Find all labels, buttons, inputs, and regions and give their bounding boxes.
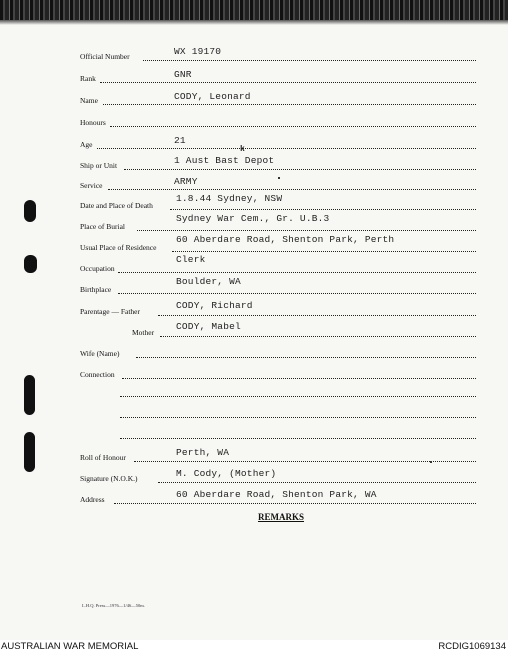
value-official-number: WX 19170 [174,46,222,57]
label-connection: Connection [80,370,115,379]
dotted-line [160,336,476,337]
label-father: Parentage — Father [80,307,140,316]
label-usual-residence: Usual Place of Residence [80,243,157,252]
dotted-line [103,104,476,105]
dotted-line [97,148,476,149]
label-name: Name [80,96,98,105]
dotted-line [122,378,476,379]
label-rank: Rank [80,74,96,83]
punch-hole [24,200,36,222]
ink-mark [278,177,280,179]
label-signature-nok: Signature (N.O.K.) [80,474,138,483]
label-mother: Mother [132,328,155,337]
label-age: Age [80,140,93,149]
dotted-line [114,503,476,504]
dotted-line [158,315,476,316]
label-wife: Wife (Name) [80,349,120,358]
printer-imprint: L.H.Q. Press—1976—1/46—50m. [82,603,145,608]
label-ship-or-unit: Ship or Unit [80,161,118,170]
dotted-line [100,82,476,83]
dotted-line [118,293,476,294]
punch-hole [24,375,35,415]
correction-mark: k [240,145,246,154]
value-place-of-burial: Sydney War Cem., Gr. U.B.3 [176,213,330,224]
dotted-line [120,438,476,439]
label-birthplace: Birthplace [80,285,112,294]
value-address: 60 Aberdare Road, Shenton Park, WA [176,489,377,500]
value-rank: GNR [174,69,192,80]
dotted-line [120,417,476,418]
label-address: Address [80,495,105,504]
dotted-line [137,230,476,231]
dotted-line [158,482,476,483]
punch-hole [24,432,35,472]
dotted-line [110,126,476,127]
value-service: ARMY [174,176,198,187]
value-occupation: Clerk [176,254,206,265]
dotted-line [124,169,476,170]
archive-footer [0,640,508,654]
dotted-line [120,396,476,397]
dotted-line [118,272,476,273]
value-ship-or-unit: 1 Aust Bast Depot [174,155,275,166]
footer-record-id: RCDIG1069134 [438,641,506,652]
value-date-place-of-death: 1.8.44 Sydney, NSW [176,193,283,204]
footer-institution: AUSTRALIAN WAR MEMORIAL [1,641,139,652]
dotted-line [134,461,476,462]
value-mother: CODY, Mabel [176,321,241,332]
value-name: CODY, Leonard [174,91,251,102]
value-usual-residence: 60 Aberdare Road, Shenton Park, Perth [176,234,395,245]
scan-edge-fade [0,20,508,25]
dotted-line [172,251,476,252]
label-official-number: Official Number [80,52,130,61]
value-age: 21 [174,135,186,146]
value-father: CODY, Richard [176,300,253,311]
label-date-place-of-death: Date and Place of Death [80,201,153,210]
dotted-line [170,209,476,210]
label-honours: Honours [80,118,106,127]
punch-hole [24,255,37,273]
label-roll-of-honour: Roll of Honour [80,453,126,462]
scan-edge-band [0,0,508,20]
dotted-line [143,60,476,61]
label-occupation: Occupation [80,264,115,273]
dotted-line [108,189,476,190]
dotted-line [136,357,476,358]
label-service: Service [80,181,103,190]
value-birthplace: Boulder, WA [176,276,241,287]
remarks-heading: REMARKS [258,512,305,522]
ink-mark [430,461,432,463]
value-signature-nok: M. Cody, (Mother) [176,468,277,479]
value-roll-of-honour: Perth, WA [176,447,230,458]
label-place-of-burial: Place of Burial [80,222,125,231]
